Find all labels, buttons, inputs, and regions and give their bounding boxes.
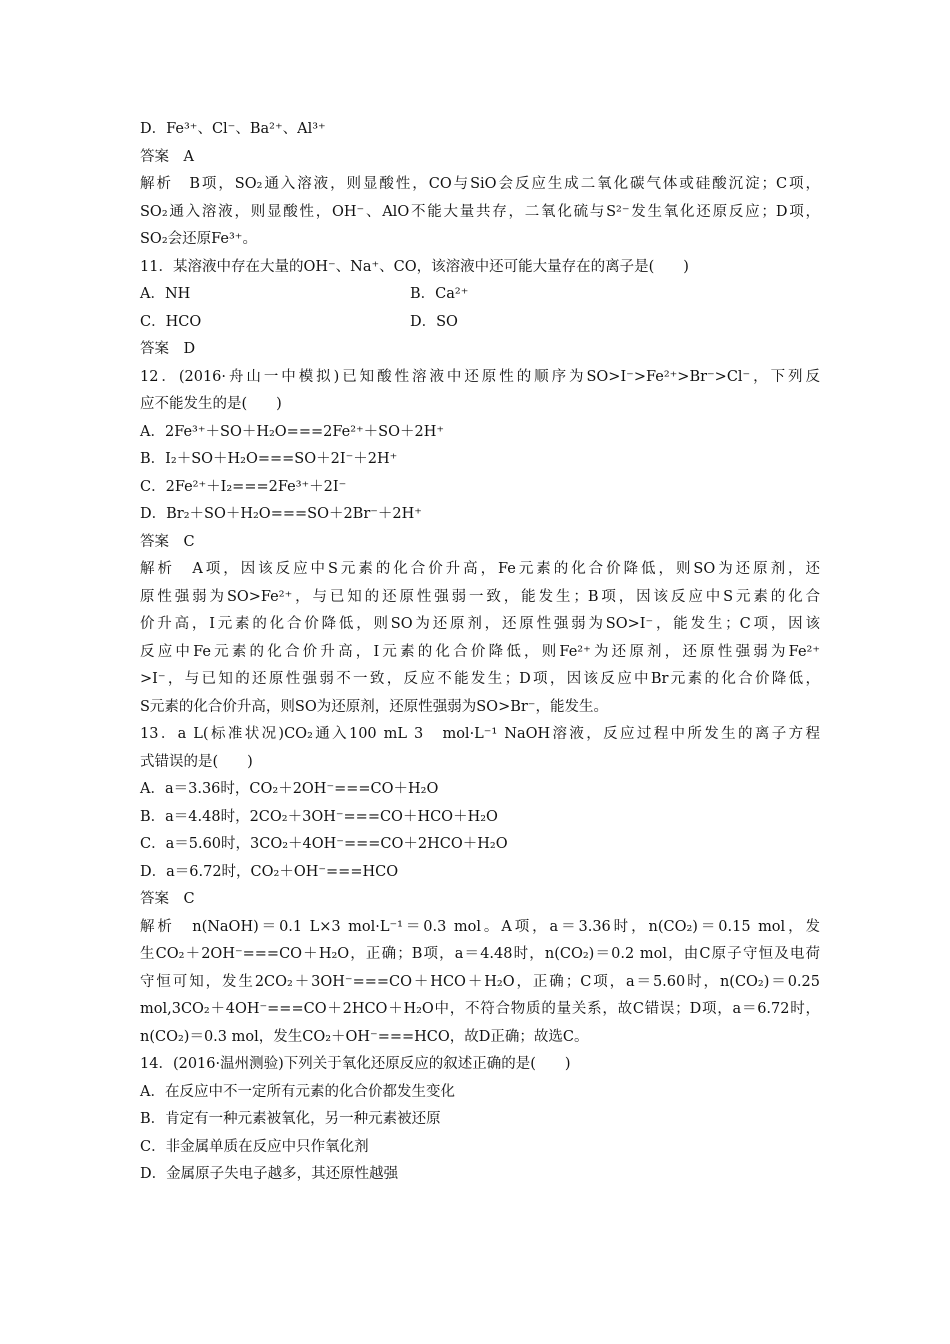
q13-option-c: C．a＝5.60时，3CO₂＋4OH⁻===CO＋2HCO＋H₂O [140,836,508,852]
document-page [140,116,820,1189]
q10-analysis-line-2: SO₂通入溶液，则显酸性，OH⁻、AlO不能大量共存，二氧化硫与S²⁻发生氧化还原反应；D项， [140,203,820,220]
q13-analysis-line-2: 生CO₂＋2OH⁻===CO＋H₂O，正确；B项，a＝4.48时，n(CO₂)＝0.2 mol，由C原子守恒及电荷 [140,946,820,962]
q13-answer: 答案 C [140,891,195,907]
q13-stem-line-1: 13．a L(标准状况)CO₂通入100 mL 3 mol·L⁻¹ NaOH溶液，反应过程中所发生的离子方程 [140,726,820,742]
q12-stem-line-1: 12．(2016·舟山一中模拟)已知酸性溶液中还原性的顺序为SO>I⁻>Fe²⁺>Br⁻>Cl⁻，下列反 [140,368,820,385]
q13-analysis-line-1: 解析 n(NaOH)＝0.1 L×3 mol·L⁻¹＝0.3 mol。A项，a＝3.36时，n(CO₂)＝0.15 mol，发 [140,918,820,935]
q12-analysis-line-1: 解析 A项，因该反应中S元素的化合价升高，Fe元素的化合价降低，则SO为还原剂，还 [140,561,820,577]
q13-option-d: D．a＝6.72时，CO₂＋OH⁻===HCO [140,863,399,880]
q14-option-a: A．在反应中不一定所有元素的化合价都发生变化 [140,1083,455,1100]
q11-options-row-2 [140,309,820,337]
q12-analysis-line-2: 原性强弱为SO>Fe²⁺，与已知的还原性强弱一致，能发生；B项，因该反应中S元素的化合 [140,588,820,605]
q12-analysis-line-3: 价升高，I元素的化合价降低，则SO为还原剂，还原性强弱为SO>I⁻，能发生；C项，因该 [140,616,820,632]
q12-analysis-line-6: S元素的化合价升高，则SO为还原剂，还原性强弱为SO>Br⁻，能发生。 [140,698,608,715]
q12-answer: 答案 C [140,533,195,550]
q12-option-a: A．2Fe³⁺＋SO＋H₂O===2Fe²⁺＋SO＋2H⁺ [140,423,445,440]
q12-option-b: B．I₂＋SO＋H₂O===SO＋2I⁻＋2H⁺ [140,451,398,467]
q11-options-row-1 [140,281,820,309]
q10-answer: 答案 A [140,148,194,165]
q14-option-b: B．肯定有一种元素被氧化，另一种元素被还原 [140,1111,441,1127]
q14-option-c: C．非金属单质在反应中只作氧化剂 [140,1138,369,1155]
q13-option-a: A．a＝3.36时，CO₂＋2OH⁻===CO＋H₂O [140,781,439,797]
q13-analysis-line-3: 守恒可知，发生2CO₂＋3OH⁻===CO＋HCO＋H₂O，正确；C项，a＝5.60时，n(CO₂)＝0.25 [140,973,820,990]
q14-option-d: D．金属原子失电子越多，其还原性越强 [140,1166,399,1182]
q11-answer: 答案 D [140,341,196,357]
q13-option-b: B．a＝4.48时，2CO₂＋3OH⁻===CO＋HCO＋H₂O [140,808,498,825]
q13-analysis-line-4: mol,3CO₂＋4OH⁻===CO＋2HCO＋H₂O中，不符合物质的量关系，故C错误；D项，a＝6.72时， [140,1001,820,1017]
q13-stem-line-2: 式错误的是( ) [140,753,253,770]
q10-option-d: D．Fe³⁺、Cl⁻、Ba²⁺、Al³⁺ [140,121,326,137]
q12-stem-line-2: 应不能发生的是( ) [140,396,282,412]
q12-option-d: D．Br₂＋SO＋H₂O===SO＋2Br⁻＋2H⁺ [140,506,422,522]
q14-stem: 14．(2016·温州测验)下列关于氧化还原反应的叙述正确的是( ) [140,1056,571,1072]
q12-option-c: C．2Fe²⁺＋I₂===2Fe³⁺＋2I⁻ [140,478,347,495]
q13-analysis-line-5: n(CO₂)＝0.3 mol，发生CO₂＋OH⁻===HCO，故D正确；故选C。 [140,1028,589,1045]
q11-option-d: D．SO [410,313,458,330]
q11-option-b: B．Ca²⁺ [410,286,469,302]
q12-analysis-line-4: 反应中Fe元素的化合价升高，I元素的化合价降低，则Fe²⁺为还原剂，还原性强弱为Fe²⁺ [140,643,820,660]
q11-stem: 11．某溶液中存在大量的OH⁻、Na⁺、CO，该溶液中还可能大量存在的离子是( ) [140,258,689,275]
q10-analysis-line-1: 解析 B项，SO₂通入溶液，则显酸性，CO与SiO会反应生成二氧化碳气体或硅酸沉淀；C项， [140,176,820,192]
q11-option-c: C．HCO [140,313,202,330]
q10-analysis-line-3: SO₂会还原Fe³⁺。 [140,231,257,247]
q11-option-a: A．NH [140,286,191,302]
q12-analysis-line-5: >I⁻，与已知的还原性强弱不一致，反应不能发生；D项，因该反应中Br元素的化合价降低， [140,671,820,687]
